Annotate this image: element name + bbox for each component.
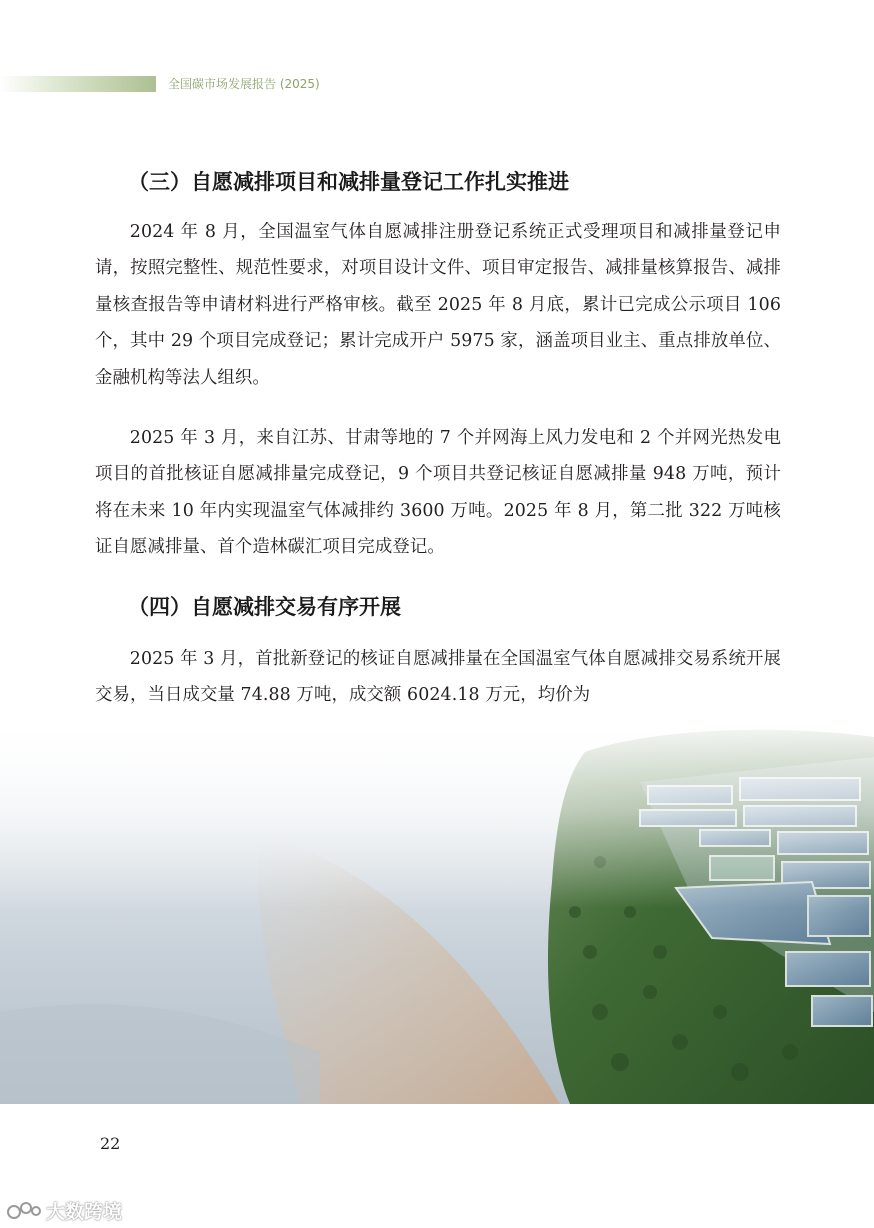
section-4-heading: （四）自愿减排交易有序开展 [128, 594, 401, 619]
aerial-coastline-photo [0, 712, 874, 1104]
section-3-paragraph-1: 2024 年 8 月，全国温室气体自愿减排注册登记系统正式受理项目和减排量登记申请，按照完整性、规范性要求，对项目设计文件、项目审定报告、减排量核算报告、减排量核查报告等申请材料进行严格审核。截至 2025 年 8 月底，累计已完成公示项目 106 个，其中 29 个项目完成登记；累计完成开户 5975 家，涵盖项目业主、重点排放单位、金融机构等法人组织。 [95, 222, 781, 388]
section-3-paragraph-2: 2025 年 3 月，来自江苏、甘肃等地的 7 个并网海上风力发电和 2 个并网光热发电项目的首批核证自愿减排量完成登记，9 个项目共登记核证自愿减排量 948 万吨，预计将在未来 10 年内实现温室气体减排约 3600 万吨。2025 年 8 月，第二批 322 万吨核证自愿减排量、首个造林碳汇项目完成登记。 [95, 428, 781, 558]
section-3-heading: （三）自愿减排项目和减排量登记工作扎实推进 [128, 169, 569, 194]
watermark-logo-icon [6, 1199, 42, 1221]
watermark [6, 1197, 122, 1223]
header-accent-bar [0, 76, 156, 92]
section-4-paragraph-1: 2025 年 3 月，首批新登记的核证自愿减排量在全国温室气体自愿减排交易系统开展交易，当日成交量 74.88 万吨，成交额 6024.18 万元，均价为 [95, 649, 781, 706]
report-title: 全国碳市场发展报告 (2025) [168, 77, 320, 91]
page-number: 22 [100, 1134, 121, 1153]
watermark-text: 大数跨境 [46, 1200, 123, 1223]
